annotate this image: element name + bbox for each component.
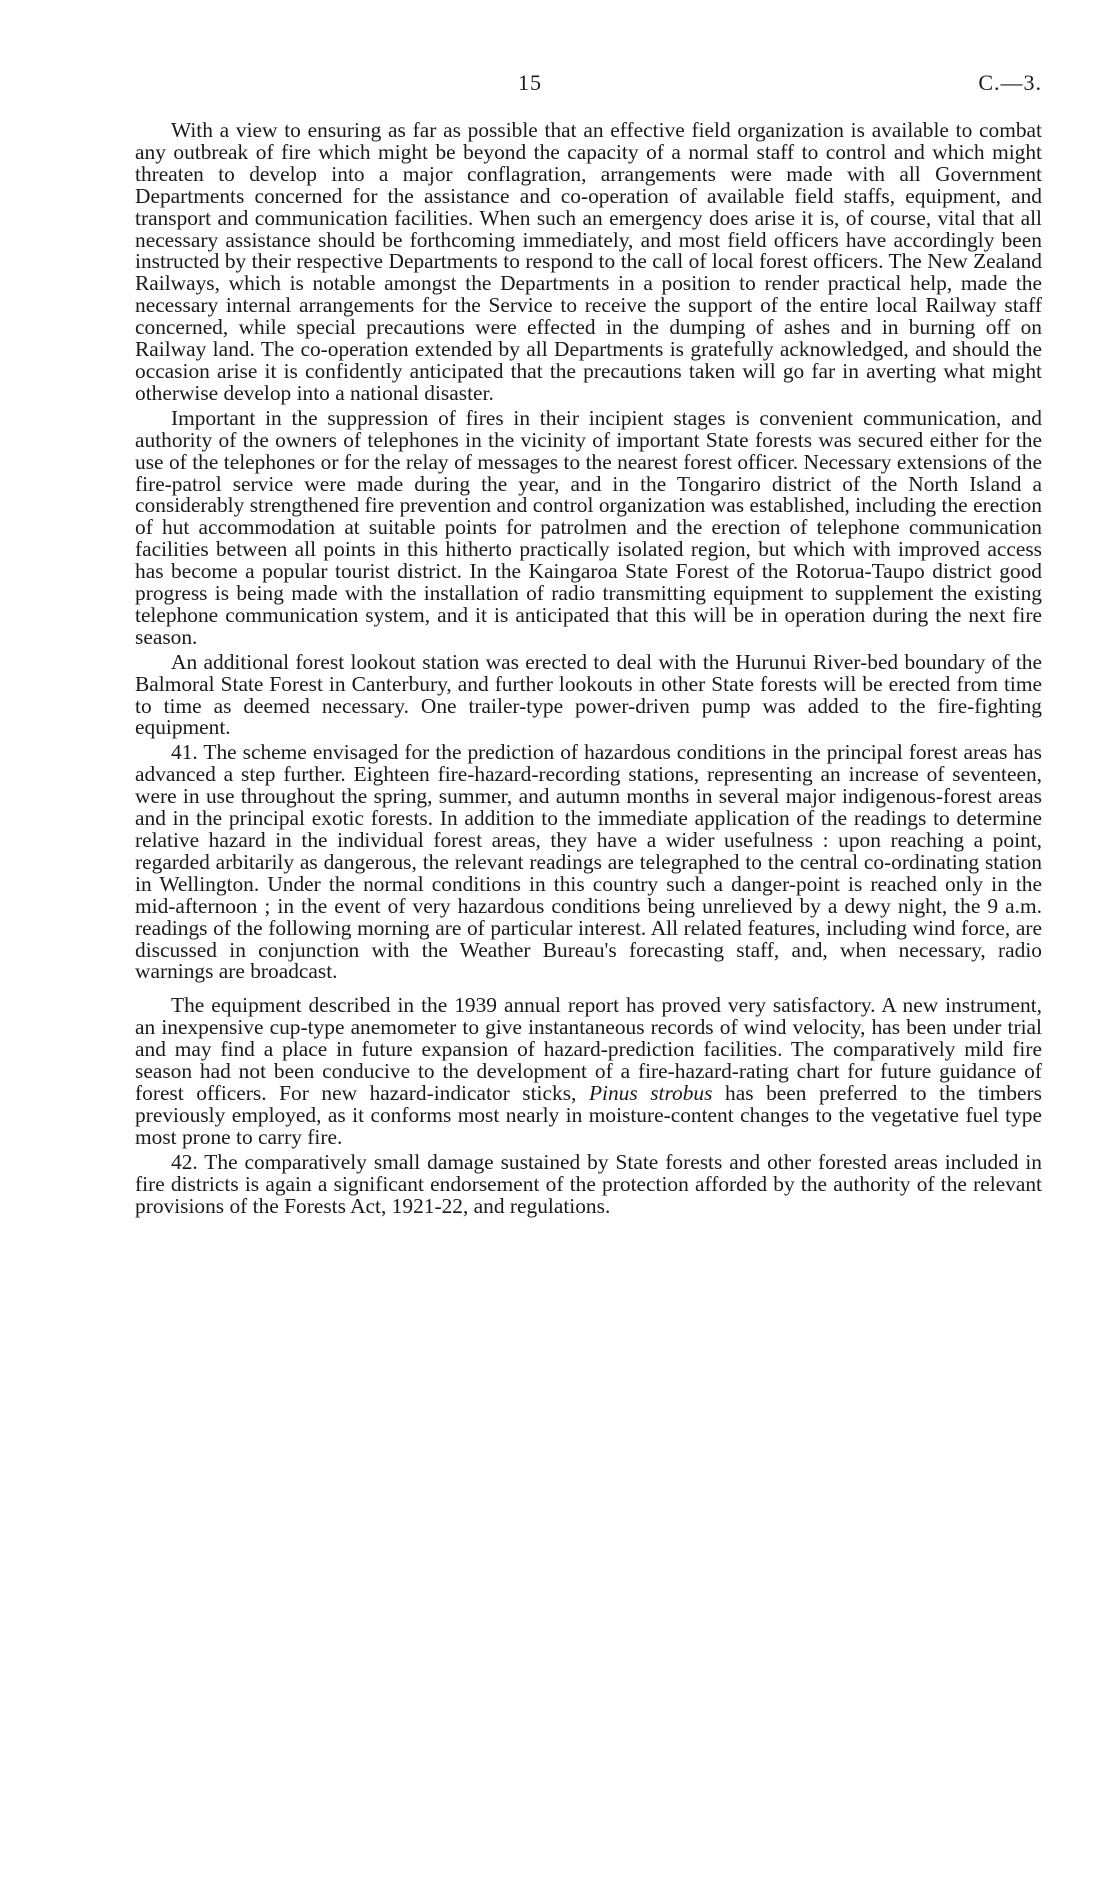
document-reference: C.—3. (978, 70, 1042, 95)
paragraph-equipment (135, 995, 1042, 1148)
paragraph-lookout-station: An additional forest lookout station was erected to deal with the Hurunui River-bed boundary of the Balmoral State Forest in Canterbury, and further lookouts in other State forests will be erected from time to time as deemed necessary. One trailer-type power-driven pump was added to the fire-fighting equipment. (135, 649, 1042, 740)
page-number: 15 (518, 70, 542, 95)
paragraph-41-hazard-prediction: 41. The scheme envisaged for the prediction of hazardous conditions in the principal forest areas has advanced a step further. Eighteen fire-hazard-recording stations, representing an increase of seventeen, were in use throughout the spring, summer, and autumn months in several major indigenous-forest areas and in the principal exotic forests. In addition to the immediate application of the readings to determine relative hazard in the individual forest areas, they have a wider usefulness : upon reaching a point, regarded arbitarily as dangerous, the relevant readings are telegraphed to the central co-ordinating station in Wellington. Under the normal conditions in this country such a danger-point is reached only in the mid-afternoon ; in the event of very hazardous conditions being unrelieved by a dewy night, the 9 a.m. readings of the following morning are of particular interest. All related features, including wind force, are discussed in conjunction with the Weather Bureau's forecasting staff, and, when necessary, radio warnings are broadcast. (135, 740, 1042, 984)
body-text (135, 120, 1042, 1220)
equipment-text-after: has been preferred to the timbers previously employed, as it conforms most nearly in moisture-content changes to the vegetative fuel type most prone to carry fire. (135, 1080, 1042, 1149)
paragraph-42-damage: 42. The comparatively small damage sustained by State forests and other forested areas included in fire districts is again a significant endorsement of the protection afforded by the authority of the relevant provisions of the Forests Act, 1921-22, and regulations. (135, 1149, 1042, 1218)
paragraph-field-organization: With a view to ensuring as far as possible that an effective field organization is available to combat any outbreak of fire which might be beyond the capacity of a normal staff to control and which might threaten to develop into a major conflagration, arrangements were made with all Government Departments concerned for the assistance and co-operation of available field staffs, equipment, and transport and communication facilities. When such an emergency does arise it is, of course, vital that all necessary assistance should be forthcoming immediately, and most field officers have accordingly been instructed by their respective Departments to respond to the call of local forest officers. The New Zealand Railways, which is notable amongst the Departments in a position to render practical help, made the necessary internal arrangements for the Service to receive the support of the entire local Railway staff concerned, while special precautions were effected in the dumping of ashes and in burning off on Railway land. The co-operation extended by all Departments is gratefully acknowledged, and should the occasion arise it is confidently anticipated that the precautions taken will go far in averting what might otherwise develop into a national disaster. (135, 118, 1042, 405)
equipment-text-before: The equipment described in the 1939 annual report has proved very satisfactory. A new instrument, an inexpensive cup-type anemometer to give instantaneous records of wind velocity, has been under trial and may find a place in future expansion of hazard-prediction facilities. The comparatively mild fire season had not been conducive to the development of a fire-hazard-rating chart for future guidance of forest officers. For new hazard-indicator sticks, (135, 993, 1042, 1105)
species-name: Pinus strobus (588, 1080, 713, 1105)
paragraph-communication: Important in the suppression of fires in their incipient stages is convenient communication, and authority of the owners of telephones in the vicinity of important State forests was secured either for the use of the telephones or for the relay of messages to the nearest forest officer. Necessary extensions of the fire-patrol service were made during the year, and in the Tongariro district of the North Island a considerably strengthened fire prevention and control organization was established, including the erection of hut accommodation at suitable points for patrolmen and the erection of telephone communication facilities between all points in this hitherto practically isolated region, but which with improved access has become a popular tourist district. In the Kaingaroa State Forest of the Rotorua-Taupo district good progress is being made with the installation of radio transmitting equipment to supplement the existing telephone communication system, and it is anticipated that this will be in operation during the next fire season. (135, 405, 1042, 649)
